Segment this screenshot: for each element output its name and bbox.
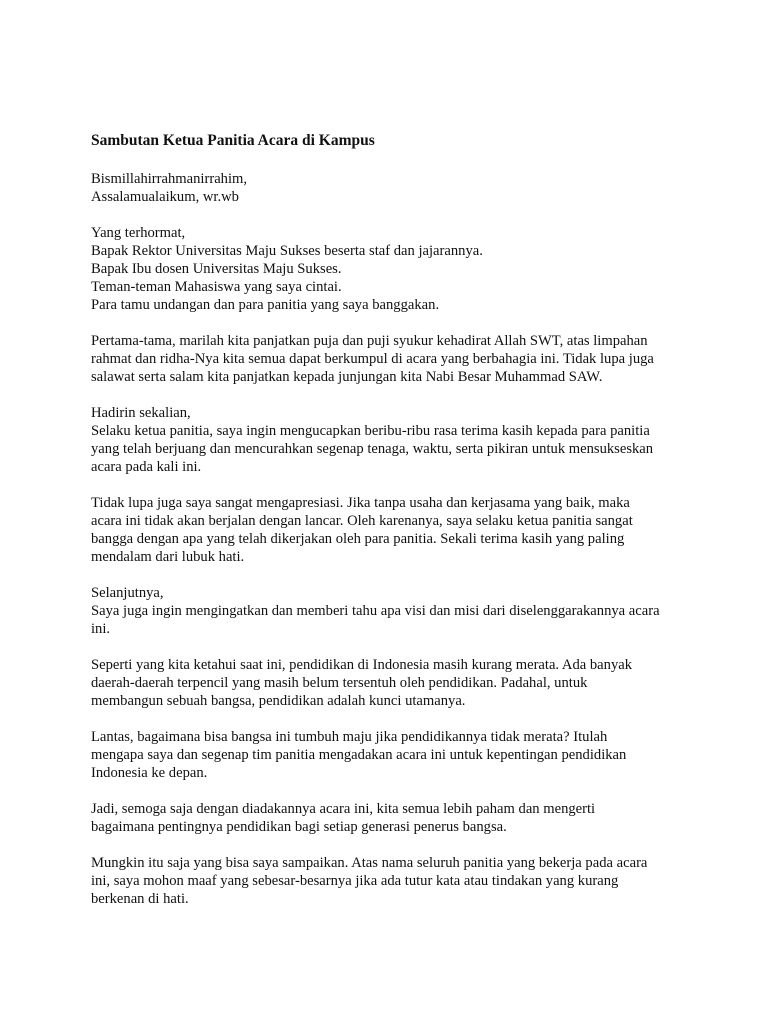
text-line: Pertama-tama, marilah kita panjatkan puja dan puji syukur kehadirat Allah SWT, atas limpahan [91,333,648,349]
text-line: daerah-daerah terpencil yang masih belum tersentuh oleh pendidikan. Padahal, untuk [91,675,588,691]
text-line: Mungkin itu saja yang bisa saya sampaikan. Atas nama seluruh panitia yang bekerja pada acara [91,855,648,871]
paragraph [91,584,691,638]
paragraph [91,404,691,476]
text-line: rahmat dan ridha-Nya kita semua dapat berkumpul di acara yang berbahagia ini. Tidak lupa juga [91,351,654,367]
text-line: Bismillahirrahmanirrahim, [91,171,248,187]
text-line: bagaimana pentingnya pendidikan bagi setiap generasi penerus bangsa. [91,819,507,835]
text-line: Yang terhormat, [91,225,186,241]
text-line: Teman-teman Mahasiswa yang saya cintai. [91,279,342,295]
text-line: Hadirin sekalian, [91,405,191,421]
paragraph [91,494,691,566]
paragraph [91,170,691,206]
text-line: bangga dengan apa yang telah dikerjakan oleh para panitia. Sekali terima kasih yang paling [91,531,625,547]
paragraph [91,854,691,908]
paragraph [91,224,691,314]
paragraph [91,656,691,710]
text-line: Tidak lupa juga saya sangat mengapresiasi. Jika tanpa usaha dan kerjasama yang baik, maka [91,495,630,511]
text-line: Jadi, semoga saja dengan diadakannya acara ini, kita semua lebih paham dan mengerti [91,801,596,817]
text-line: acara pada kali ini. [91,459,202,475]
text-line: Lantas, bagaimana bisa bangsa ini tumbuh maju jika pendidikannya tidak merata? Itulah [91,729,608,745]
paragraph [91,728,691,782]
text-line: membangun sebuah bangsa, pendidikan adalah kunci utamanya. [91,693,466,709]
text-line: Bapak Rektor Universitas Maju Sukses beserta staf dan jajarannya. [91,243,483,259]
document-title: Sambutan Ketua Panitia Acara di Kampus [91,132,375,149]
text-line: acara ini tidak akan berjalan dengan lancar. Oleh karenanya, saya selaku ketua panitia sangat [91,513,633,529]
document-body [91,170,691,908]
paragraph [91,332,691,386]
text-line: mengapa saya dan segenap tim panitia mengadakan acara ini untuk kepentingan pendidikan [91,747,627,763]
text-line: Selanjutnya, [91,585,164,601]
document-page [91,131,691,926]
text-line: Saya juga ingin mengingatkan dan memberi tahu apa visi dan misi dari diselenggarakannya acara [91,603,660,619]
text-line: salawat serta salam kita panjatkan kepada junjungan kita Nabi Besar Muhammad SAW. [91,369,603,385]
text-line: Assalamualaikum, wr.wb [91,189,239,205]
text-line: Indonesia ke depan. [91,765,208,781]
text-line: Seperti yang kita ketahui saat ini, pendidikan di Indonesia masih kurang merata. Ada banyak [91,657,633,673]
text-line: berkenan di hati. [91,891,189,907]
text-line: mendalam dari lubuk hati. [91,549,245,565]
text-line: ini. [91,621,111,637]
paragraph [91,800,691,836]
text-line: yang telah berjuang dan mencurahkan segenap tenaga, waktu, serta pikiran untuk mensukseskan [91,441,654,457]
text-line: Bapak Ibu dosen Universitas Maju Sukses. [91,261,342,277]
text-line: ini, saya mohon maaf yang sebesar-besarnya jika ada tutur kata atau tindakan yang kurang [91,873,619,889]
text-line: Selaku ketua panitia, saya ingin mengucapkan beribu-ribu rasa terima kasih kepada para panitia [91,423,650,439]
text-line: Para tamu undangan dan para panitia yang saya banggakan. [91,297,440,313]
